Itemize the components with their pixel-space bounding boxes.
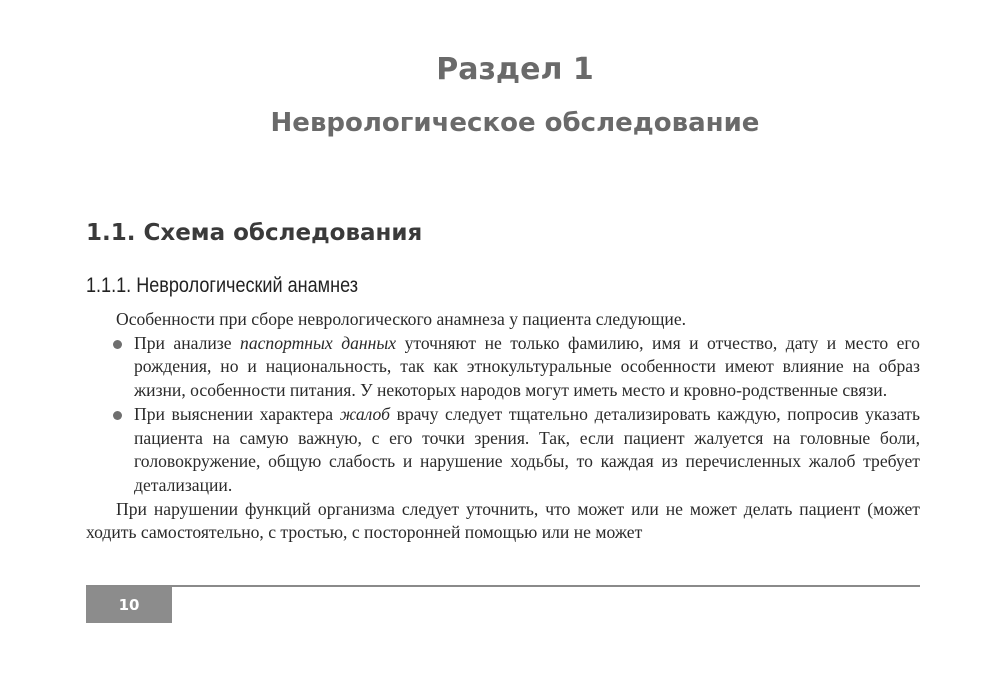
- bullet-list: [86, 332, 920, 498]
- page-number: 10: [118, 596, 140, 614]
- list-item: При выяснении характера жалоб врачу следует тщательно детализировать каждую, попросив указать пациента на самую важную, с его точки зрения. Так, если пациент жалуется на головные боли, головокружение, общую слабость и нарушение ходьбы, то каждая из перечисленных жалоб требует детализации.: [86, 403, 920, 498]
- subsubsection-heading: 1.1.1. Неврологический анамнез: [86, 274, 359, 297]
- intro-paragraph: Особенности при сборе неврологического анамнеза у пациента следующие.: [116, 309, 687, 329]
- page-number-box: [86, 587, 172, 623]
- emphasis-passport-data: паспортных данных: [240, 332, 397, 353]
- closing-paragraph: При нарушении функций организма следует уточнить, что может или не может делать пациент (может ходить самостоятельно, с тростью, с посторонней помощью или не может: [86, 498, 920, 543]
- list-item: При анализе паспортных данных уточняют не только фамилию, имя и отчество, дату и место его рождения, но и национальность, так как этнокультуральные особенности имеют влияние на образ жизни, особенности питания. У некоторых народов могут иметь место и кровно-родственные связи.: [86, 332, 920, 403]
- body-text: [86, 308, 920, 545]
- footer-divider: [86, 585, 920, 587]
- bullet-icon: [113, 340, 122, 349]
- emphasis-complaints: жалоб: [339, 403, 390, 424]
- subsection-heading: 1.1. Схема обследования: [86, 220, 423, 246]
- section-title: Неврологическое обследование: [270, 108, 760, 138]
- section-label: Раздел 1: [436, 52, 594, 87]
- bullet-icon: [113, 411, 122, 420]
